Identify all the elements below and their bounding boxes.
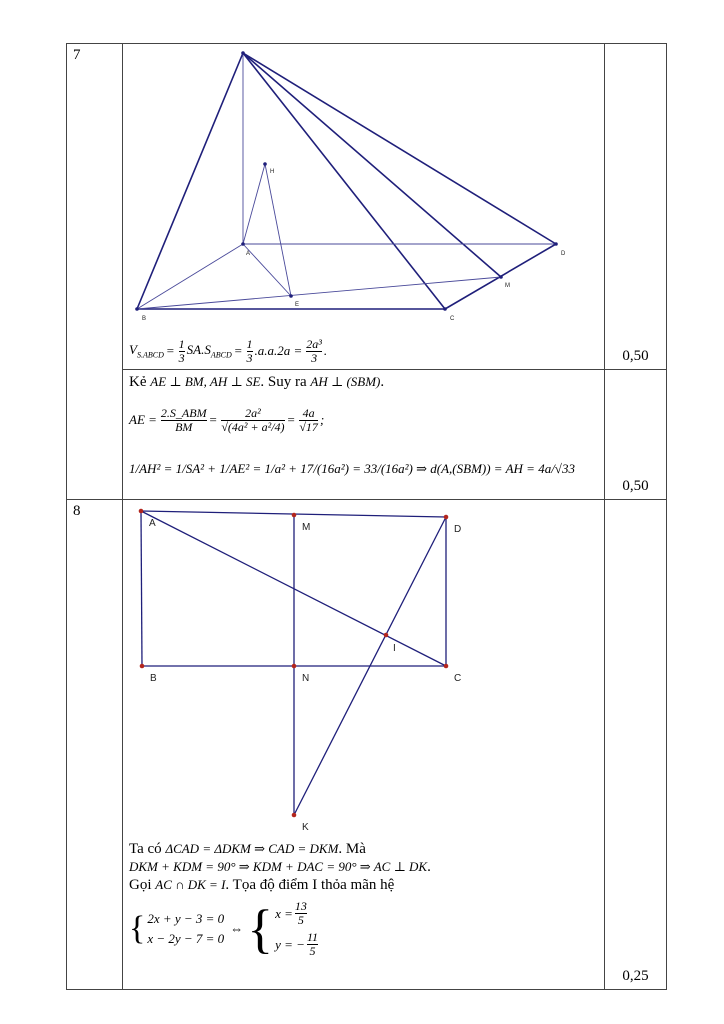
label-D: D	[561, 251, 566, 257]
point-D	[444, 515, 449, 520]
ah-formula: 1/AH² = 1/SA² + 1/AE² = 1/a² + 17/(16a²) = 33/(16a²) ⇒ d(A,(SBM)) = AH = 4a/√33	[129, 461, 575, 476]
question-number: 7	[67, 44, 123, 500]
point-B	[135, 307, 139, 311]
congruence-line: Ta có ΔCAD = ΔDKM ⇒ CAD = DKM. Mà	[129, 841, 366, 857]
point-S	[241, 51, 245, 55]
edge-AB	[137, 244, 243, 309]
label-C: C	[454, 673, 462, 684]
label-N: N	[302, 673, 310, 684]
point-K	[292, 813, 297, 818]
label-B: B	[150, 673, 157, 684]
point-M	[499, 275, 503, 279]
intersection-line: Gọi AC ∩ DK = I. Tọa độ điểm I thỏa mãn hệ	[129, 877, 395, 893]
equation-system: { 2x + y − 3 = 0 x − 2y − 7 = 0 ⇔ { x = $\frac{13}{5}$ y = − $\frac{11}{5}$	[129, 899, 319, 959]
question-number: 8	[67, 500, 123, 990]
edge-SD	[243, 53, 556, 244]
volume-formula: $V_{S.ABCD}$ = $\frac{1}{3}$ $SA.S_{ABCD}$ = $\frac{1}{3}$ .a.a.2a = $\frac{\text{2a³}}{3}$ .	[129, 336, 328, 365]
label-I: I	[393, 643, 396, 654]
rectangle-cell	[123, 500, 605, 990]
edge-AB	[141, 511, 142, 666]
row-8	[67, 500, 667, 990]
point-D	[554, 242, 558, 246]
perpendicular-line: Kẻ AE ⊥ BM, AH ⊥ SE. Suy ra AH ⊥ (SBM).	[129, 374, 385, 390]
edge-SB	[137, 53, 243, 309]
segment-AH	[243, 164, 265, 244]
label-E: E	[295, 302, 300, 308]
point-H	[263, 162, 267, 166]
point-N	[292, 664, 297, 669]
label-C: C	[450, 316, 455, 322]
point-C	[443, 307, 447, 311]
segment-BM	[137, 277, 501, 309]
point-E	[289, 294, 293, 298]
distance-cell	[123, 370, 605, 500]
label-M: M	[505, 283, 510, 289]
angle-line: DKM + KDM = 90° ⇒ KDM + DAC = 90° ⇒ AC ⊥ DK.	[129, 859, 431, 875]
score-7a: 0,50	[605, 44, 667, 370]
label-B: B	[142, 316, 147, 322]
row-7b	[67, 370, 667, 500]
score-8: 0,25	[605, 500, 667, 990]
row-7a	[67, 44, 667, 370]
label-A: A	[149, 518, 156, 529]
solution-table	[66, 43, 667, 990]
label-D: D	[454, 524, 462, 535]
point-B	[140, 664, 145, 669]
point-A	[139, 509, 144, 514]
edge-SM	[243, 53, 501, 277]
point-C	[444, 664, 449, 669]
point-M	[292, 513, 297, 518]
score-7b: 0,50	[605, 370, 667, 500]
edge-SC	[243, 53, 445, 309]
segment-HE	[265, 164, 291, 296]
rectangle-figure	[123, 500, 604, 840]
label-K: K	[302, 822, 309, 833]
point-A	[241, 242, 245, 246]
pyramid-figure	[123, 44, 604, 334]
label-M: M	[302, 522, 311, 533]
label-A: A	[246, 251, 251, 257]
label-H: H	[270, 169, 275, 175]
ae-formula: AE = $\frac{\text{2.S\_ABM}}{BM}$ = $\frac{\text{2a²}}{\text{√(4a² + a²/4)}}$ = $\frac{4a}{√17}$ ;	[129, 405, 325, 434]
segment-AE	[243, 244, 291, 296]
figure-cell	[123, 44, 605, 370]
point-I	[384, 633, 389, 638]
